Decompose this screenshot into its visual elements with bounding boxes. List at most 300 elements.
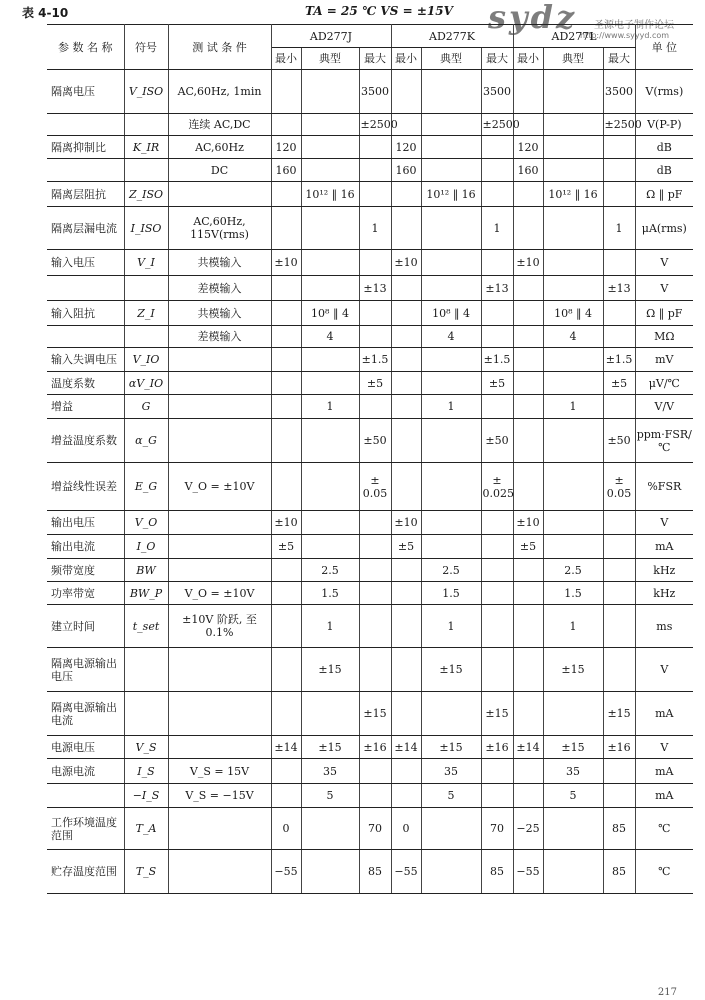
value-cell	[271, 301, 301, 326]
value-cell	[301, 348, 359, 372]
unit-cell: dB	[635, 159, 693, 182]
unit-cell: ℃	[635, 850, 693, 894]
value-cell: ±13	[359, 276, 391, 301]
value-cell	[421, 114, 481, 136]
param-name: 工作环境温度范围	[47, 808, 124, 850]
unit-cell: V(P-P)	[635, 114, 693, 136]
value-cell: 2.5	[543, 559, 603, 582]
param-symbol: BW	[124, 559, 168, 582]
value-cell	[543, 348, 603, 372]
value-cell	[301, 692, 359, 736]
value-cell	[603, 535, 635, 559]
param-name: 建立时间	[47, 605, 124, 648]
value-cell: 70	[359, 808, 391, 850]
unit-cell: dB	[635, 136, 693, 159]
table-row	[47, 759, 693, 784]
value-cell	[359, 326, 391, 348]
unit-cell: mA	[635, 784, 693, 808]
value-cell	[421, 159, 481, 182]
value-cell	[391, 648, 421, 692]
value-cell: 1	[543, 605, 603, 648]
test-condition	[168, 395, 271, 419]
value-cell	[513, 784, 543, 808]
value-cell	[513, 70, 543, 114]
value-cell	[271, 692, 301, 736]
param-symbol	[124, 648, 168, 692]
value-cell	[421, 250, 481, 276]
unit-cell: V	[635, 276, 693, 301]
table-row	[47, 648, 693, 692]
param-name: 隔离电源输出电压	[47, 648, 124, 692]
test-condition: ±10V 阶跃, 至 0.1%	[168, 605, 271, 648]
value-cell: 85	[603, 808, 635, 850]
table-row	[47, 419, 693, 463]
value-cell: ±5	[481, 372, 513, 395]
test-condition: 差模输入	[168, 326, 271, 348]
param-symbol: Z_ISO	[124, 182, 168, 207]
table-body	[47, 70, 693, 894]
test-condition	[168, 419, 271, 463]
unit-cell: mA	[635, 692, 693, 736]
unit-cell: MΩ	[635, 326, 693, 348]
header-model: AD277L	[513, 25, 635, 48]
test-condition	[168, 559, 271, 582]
value-cell: 5	[543, 784, 603, 808]
header-unit: 单 位	[635, 25, 693, 70]
value-cell: ± 0.05	[603, 463, 635, 511]
unit-cell: V	[635, 511, 693, 535]
value-cell	[481, 582, 513, 605]
value-cell	[603, 301, 635, 326]
value-cell	[359, 301, 391, 326]
test-condition: AC,60Hz, 115V(rms)	[168, 207, 271, 250]
param-name	[47, 276, 124, 301]
value-cell	[481, 326, 513, 348]
value-cell: 4	[421, 326, 481, 348]
table-row	[47, 372, 693, 395]
param-symbol: V_I	[124, 250, 168, 276]
header-symbol: 符号	[124, 25, 168, 70]
param-symbol: V_ISO	[124, 70, 168, 114]
test-condition	[168, 808, 271, 850]
test-condition	[168, 511, 271, 535]
param-symbol: αV_IO	[124, 372, 168, 395]
unit-cell: V	[635, 736, 693, 759]
unit-cell: μA(rms)	[635, 207, 693, 250]
value-cell: 85	[481, 850, 513, 894]
value-cell: ± 0.05	[359, 463, 391, 511]
value-cell	[391, 348, 421, 372]
value-cell	[301, 511, 359, 535]
value-cell	[421, 808, 481, 850]
value-cell	[603, 250, 635, 276]
table-row	[47, 395, 693, 419]
param-symbol	[124, 159, 168, 182]
param-symbol: T_S	[124, 850, 168, 894]
value-cell	[271, 419, 301, 463]
unit-cell: V	[635, 648, 693, 692]
value-cell: ±10	[391, 250, 421, 276]
value-cell	[481, 159, 513, 182]
value-cell	[359, 605, 391, 648]
param-name: 隔离抑制比	[47, 136, 124, 159]
unit-cell: ppm·FSR/℃	[635, 419, 693, 463]
param-symbol: K_IR	[124, 136, 168, 159]
value-cell	[391, 605, 421, 648]
unit-cell: V/V	[635, 395, 693, 419]
param-symbol: I_ISO	[124, 207, 168, 250]
param-name: 增益	[47, 395, 124, 419]
table-row	[47, 301, 693, 326]
value-cell: 1	[603, 207, 635, 250]
value-cell	[391, 70, 421, 114]
value-cell: 1.5	[543, 582, 603, 605]
value-cell: ±15	[301, 736, 359, 759]
value-cell: ±1.5	[359, 348, 391, 372]
table-row	[47, 511, 693, 535]
page-number: 217	[657, 987, 677, 998]
param-symbol: G	[124, 395, 168, 419]
value-cell	[301, 250, 359, 276]
value-cell: 1	[421, 605, 481, 648]
test-condition	[168, 535, 271, 559]
value-cell	[481, 648, 513, 692]
value-cell: ±10	[391, 511, 421, 535]
unit-cell: mA	[635, 535, 693, 559]
header-max: 最大	[481, 48, 513, 70]
value-cell	[359, 511, 391, 535]
value-cell	[481, 182, 513, 207]
value-cell	[359, 759, 391, 784]
value-cell: ±10	[271, 250, 301, 276]
value-cell: 0	[391, 808, 421, 850]
param-name	[47, 326, 124, 348]
value-cell	[513, 605, 543, 648]
unit-cell: ms	[635, 605, 693, 648]
value-cell: ±10	[271, 511, 301, 535]
test-condition: DC	[168, 159, 271, 182]
param-symbol	[124, 692, 168, 736]
value-cell	[359, 395, 391, 419]
value-cell	[359, 582, 391, 605]
value-cell	[421, 692, 481, 736]
test-condition: 差模输入	[168, 276, 271, 301]
param-symbol: BW_P	[124, 582, 168, 605]
param-name: 频带宽度	[47, 559, 124, 582]
value-cell	[421, 348, 481, 372]
value-cell	[359, 559, 391, 582]
param-symbol	[124, 326, 168, 348]
value-cell	[603, 182, 635, 207]
value-cell: 85	[359, 850, 391, 894]
param-symbol: E_G	[124, 463, 168, 511]
param-symbol: t_set	[124, 605, 168, 648]
value-cell	[271, 182, 301, 207]
table-row	[47, 784, 693, 808]
value-cell: ±14	[513, 736, 543, 759]
value-cell: 1	[421, 395, 481, 419]
value-cell: 3500	[481, 70, 513, 114]
value-cell: ±5	[603, 372, 635, 395]
value-cell	[513, 395, 543, 419]
value-cell	[543, 419, 603, 463]
value-cell	[421, 419, 481, 463]
table-row	[47, 326, 693, 348]
table-row	[47, 559, 693, 582]
value-cell: 4	[543, 326, 603, 348]
value-cell	[513, 582, 543, 605]
value-cell	[271, 70, 301, 114]
value-cell: ±2500	[359, 114, 391, 136]
value-cell: −55	[271, 850, 301, 894]
test-condition: 共模输入	[168, 301, 271, 326]
value-cell: 5	[301, 784, 359, 808]
header-param: 参 数 名 称	[47, 25, 124, 70]
value-cell	[513, 759, 543, 784]
value-cell	[481, 136, 513, 159]
value-cell	[271, 759, 301, 784]
test-conditions: TA = 25 ℃ VS = ±15V	[305, 4, 453, 18]
test-condition	[168, 692, 271, 736]
value-cell	[513, 207, 543, 250]
param-symbol: Z_I	[124, 301, 168, 326]
test-condition: V_O = ±10V	[168, 463, 271, 511]
value-cell: 1.5	[421, 582, 481, 605]
param-name: 电源电流	[47, 759, 124, 784]
value-cell: ±1.5	[481, 348, 513, 372]
value-cell	[543, 850, 603, 894]
value-cell: 160	[391, 159, 421, 182]
value-cell	[481, 301, 513, 326]
param-name: 隔离电压	[47, 70, 124, 114]
value-cell	[359, 136, 391, 159]
value-cell: 10⁸ ‖ 4	[543, 301, 603, 326]
value-cell	[271, 207, 301, 250]
header-max: 最大	[359, 48, 391, 70]
value-cell	[359, 182, 391, 207]
value-cell	[543, 463, 603, 511]
value-cell	[603, 605, 635, 648]
header-typ: 典型	[301, 48, 359, 70]
table-row	[47, 276, 693, 301]
value-cell	[513, 348, 543, 372]
value-cell: 10¹² ‖ 16	[301, 182, 359, 207]
table-row	[47, 605, 693, 648]
value-cell	[271, 463, 301, 511]
header-model: AD277J	[271, 25, 391, 48]
unit-cell: Ω ‖ pF	[635, 301, 693, 326]
value-cell	[603, 582, 635, 605]
value-cell	[421, 207, 481, 250]
value-cell: ±5	[513, 535, 543, 559]
value-cell: 120	[271, 136, 301, 159]
header-max: 最大	[603, 48, 635, 70]
value-cell	[271, 326, 301, 348]
unit-cell: V	[635, 250, 693, 276]
value-cell: ±2500	[481, 114, 513, 136]
watermark-logo-mark: sydz	[488, 0, 578, 36]
test-condition	[168, 850, 271, 894]
value-cell: 2.5	[421, 559, 481, 582]
value-cell	[603, 759, 635, 784]
param-symbol: V_IO	[124, 348, 168, 372]
value-cell	[513, 463, 543, 511]
value-cell	[271, 648, 301, 692]
value-cell	[391, 759, 421, 784]
value-cell	[391, 463, 421, 511]
param-name: 电源电压	[47, 736, 124, 759]
value-cell	[391, 301, 421, 326]
value-cell	[359, 159, 391, 182]
test-condition	[168, 348, 271, 372]
value-cell	[543, 136, 603, 159]
value-cell: 70	[481, 808, 513, 850]
unit-cell: mV	[635, 348, 693, 372]
value-cell	[513, 301, 543, 326]
table-head	[47, 25, 693, 70]
value-cell: 3500	[603, 70, 635, 114]
value-cell: 160	[513, 159, 543, 182]
value-cell	[513, 419, 543, 463]
value-cell	[301, 419, 359, 463]
header-test: 测 试 条 件	[168, 25, 271, 70]
value-cell	[301, 136, 359, 159]
value-cell	[391, 419, 421, 463]
table-row	[47, 736, 693, 759]
value-cell	[271, 372, 301, 395]
value-cell	[603, 395, 635, 419]
value-cell: 10¹² ‖ 16	[421, 182, 481, 207]
value-cell	[271, 605, 301, 648]
value-cell	[513, 326, 543, 348]
value-cell: ± 0.025	[481, 463, 513, 511]
test-condition: 连续 AC,DC	[168, 114, 271, 136]
value-cell: 1	[301, 395, 359, 419]
header-min: 最小	[271, 48, 301, 70]
value-cell: ±1.5	[603, 348, 635, 372]
value-cell	[481, 759, 513, 784]
param-name: 输出电流	[47, 535, 124, 559]
value-cell: 85	[603, 850, 635, 894]
value-cell	[513, 692, 543, 736]
value-cell	[301, 114, 359, 136]
param-symbol: α_G	[124, 419, 168, 463]
value-cell	[603, 511, 635, 535]
param-symbol: V_O	[124, 511, 168, 535]
value-cell	[271, 559, 301, 582]
value-cell	[421, 463, 481, 511]
value-cell: ±50	[359, 419, 391, 463]
value-cell	[271, 348, 301, 372]
value-cell: ±15	[421, 648, 481, 692]
table-row	[47, 70, 693, 114]
value-cell: 35	[421, 759, 481, 784]
spec-table	[47, 24, 693, 894]
param-symbol	[124, 114, 168, 136]
value-cell	[359, 648, 391, 692]
value-cell: 0	[271, 808, 301, 850]
value-cell	[421, 276, 481, 301]
table-row	[47, 348, 693, 372]
value-cell	[543, 511, 603, 535]
table-row	[47, 182, 693, 207]
value-cell: ±5	[391, 535, 421, 559]
value-cell	[359, 784, 391, 808]
header-model: AD277K	[391, 25, 513, 48]
value-cell: ±14	[271, 736, 301, 759]
value-cell: ±50	[603, 419, 635, 463]
value-cell: ±10	[513, 511, 543, 535]
table-row	[47, 159, 693, 182]
value-cell	[301, 850, 359, 894]
unit-cell: Ω ‖ pF	[635, 182, 693, 207]
table-row	[47, 808, 693, 850]
value-cell: ±15	[481, 692, 513, 736]
value-cell	[603, 559, 635, 582]
param-symbol: I_S	[124, 759, 168, 784]
watermark-site-name: 圣源电子制作论坛	[594, 20, 674, 31]
value-cell	[481, 395, 513, 419]
param-symbol: T_A	[124, 808, 168, 850]
value-cell	[301, 159, 359, 182]
value-cell: −55	[391, 850, 421, 894]
value-cell	[391, 276, 421, 301]
test-condition: AC,60Hz, 1min	[168, 70, 271, 114]
value-cell	[513, 182, 543, 207]
value-cell	[513, 372, 543, 395]
value-cell	[271, 582, 301, 605]
value-cell	[513, 648, 543, 692]
unit-cell: kHz	[635, 559, 693, 582]
value-cell	[301, 463, 359, 511]
table-row	[47, 582, 693, 605]
value-cell	[391, 182, 421, 207]
value-cell: 3500	[359, 70, 391, 114]
value-cell	[481, 605, 513, 648]
test-condition: V_S = 15V	[168, 759, 271, 784]
value-cell	[543, 808, 603, 850]
param-symbol	[124, 276, 168, 301]
table-number: 表 4-10	[22, 6, 69, 20]
value-cell: ±15	[543, 648, 603, 692]
value-cell	[271, 114, 301, 136]
test-condition	[168, 182, 271, 207]
value-cell	[271, 276, 301, 301]
value-cell	[421, 136, 481, 159]
table-row	[47, 207, 693, 250]
table-row	[47, 692, 693, 736]
param-name: 隔离电源输出电流	[47, 692, 124, 736]
value-cell	[301, 70, 359, 114]
value-cell: ±13	[603, 276, 635, 301]
value-cell	[481, 559, 513, 582]
value-cell: 5	[421, 784, 481, 808]
header-typ: 典型	[543, 48, 603, 70]
value-cell	[513, 559, 543, 582]
value-cell: ±2500	[603, 114, 635, 136]
value-cell	[359, 250, 391, 276]
value-cell	[543, 207, 603, 250]
value-cell	[391, 395, 421, 419]
value-cell: ±15	[543, 736, 603, 759]
test-condition: V_O = ±10V	[168, 582, 271, 605]
value-cell	[543, 535, 603, 559]
value-cell	[603, 159, 635, 182]
value-cell	[513, 276, 543, 301]
test-condition	[168, 648, 271, 692]
param-name	[47, 114, 124, 136]
value-cell: ±10	[513, 250, 543, 276]
